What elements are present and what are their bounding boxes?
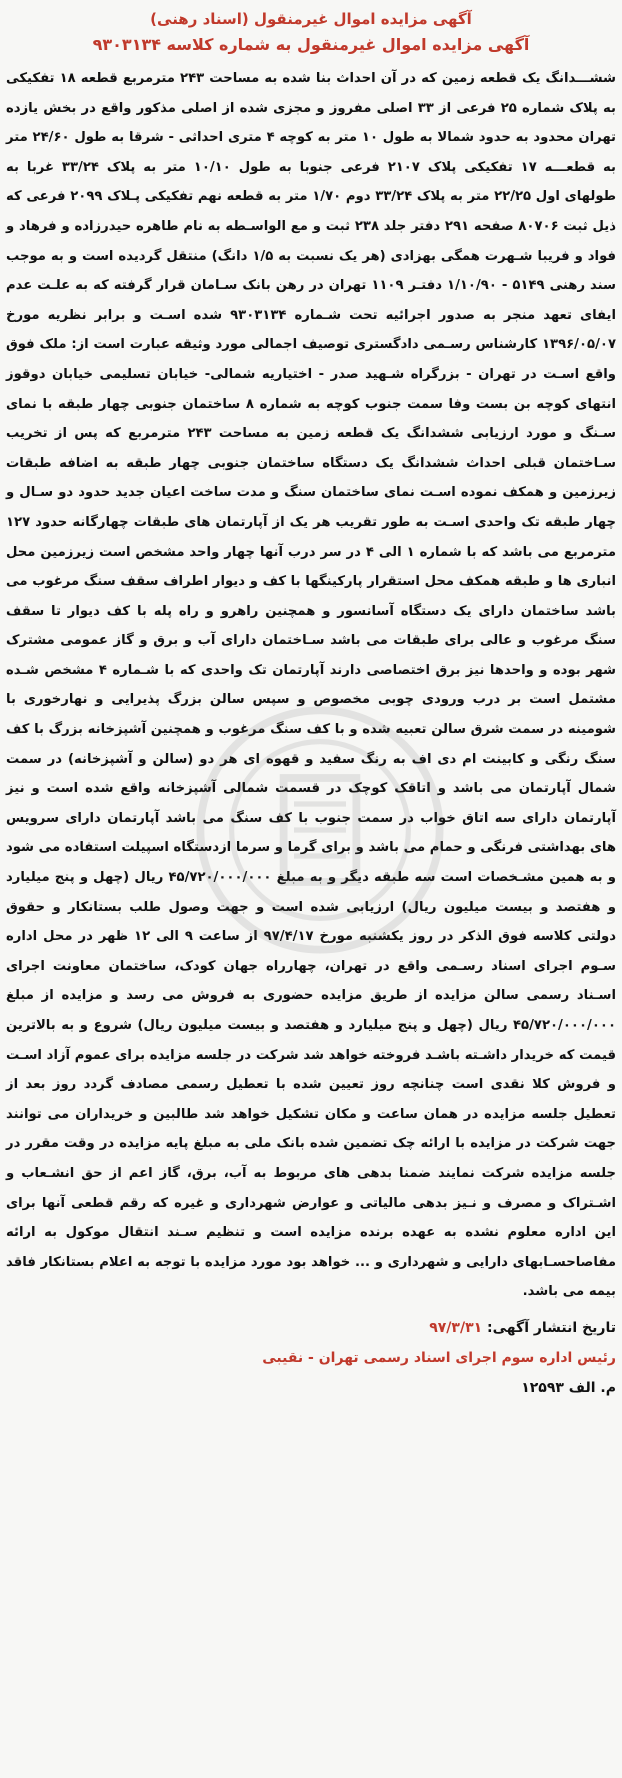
notice-footer — [6, 1313, 616, 1403]
notice-title: آگهی مزایده اموال غیرمنقول (اسناد رهنی) — [150, 10, 472, 28]
publish-date-value: ۹۷/۳/۳۱ — [429, 1319, 483, 1336]
notice-body: ششـــدانگ یک قطعه زمین که در آن احداث بنا شده به مساحت ۲۴۳ مترمربع قطعه ۱۸ تفکیکی به پلاک شماره ۲۵ فرعی از ۳۳ اصلی مفروز و مجزی شده از اصلی مذکور واقع در بخش یازده تهران محدود به حدود شمالا به طول ۱۰ متر به کوچه ۴ متری احداثی - شرقا به طول ۲۴/۶۰ متر به قطعـــه ۱۷ تفکیکی پلاک ۲۱۰۷ فرعی جنوبا به طول ۱۰/۱۰ متر به پلاک ۳۳/۲۴ غربا به طولهای اول ۲۲/۲۵ متر به پلاک ۳۳/۲۴ دوم ۱/۷۰ متر به قطعه نهم تفکیکی پـلاک ۲۰۹۹ فرعی که ذیل ثبت ۸۰۷۰۶ صفحه ۲۹۱ دفتر جلد ۲۳۸ ثبت و مع الواسـطه به نام طاهره حیدرزاده و فرهاد و فواد و فریبا شـهرت همگی بهزادی (هر یک نسبت به ۱/۵ دانگ) منتقل گردیده است و به موجب سند رهنی ۵۱۴۹ - ۱/۱۰/۹۰ دفتـر ۱۱۰۹ تهران در رهن بانک سـامان قرار گرفته که به علـت عدم ایفای تعهد منجر به صدور اجرائیه تحت شـماره ۹۳۰۳۱۳۴ شده اسـت و برابر نظریه مورخ ۱۳۹۶/۰۵/۰۷ کارشناس رسـمی دادگستری توصیف اجمالی مورد وثیقه عبارت است از: ملک فوق واقع اسـت در تهران - بزرگراه شـهید صدر - اختیاریه شمالی- خیابان تسلیمی خیابان دوقوز انتهای کوچه بن بست وفا سمت جنوب کوچه به شماره ۸ ساختمان جنوبی چهار طبقه با نمای سـنگ و مورد ارزیابی ششدانگ یک قطعه زمین به مساحت ۲۴۳ مترمربع که پس از تخریب سـاختمان قبلی احداث ششدانگ یک دستگاه ساختمان جنوبی چهار طبقه به اضافه طبقات زیرزمین و همکف نموده اسـت نمای ساختمان سنگ و مدت ساخت اعیان جدید حدود دو سـال و چهار طبقه تک واحدی اسـت به طور تقریب هر یک از آپارتمان های طبقات چهارگانه حدود ۱۲۷ مترمربع می باشد که با شماره ۱ الی ۴ در سر درب آنها چهار واحد مشخص است زیرزمین محل انباری ها و طبقه همکف محل استقرار پارکینگها با کف و دیوار اطراف سقف سنگ مرغوب می باشد ساختمان دارای یک دستگاه آسانسور و همچنین راهرو و راه پله با کف دیوار تا سقف سنگ مرغوب و عالی برای طبقات می باشد سـاختمان دارای آب و برق و گاز عمومی مشترک شهر بوده و واحدها نیز برق اختصاصی دارند آپارتمان تک واحدی که با شـماره ۴ مشخص شـده مشتمل است بر درب ورودی چوبی مخصوص و سپس سالن بزرگ پذیرایی و نهارخوری با شومینه در سمت شرق سالن تعبیه شده و با کف سنگ مرغوب و همچنین آشپزخانه بزرگ با کف سنگ رنگی و کابینت ام دی اف به رنگ سفید و قهوه ای هر دو (سالن و آشپزخانه) در سمت شمال آپارتمان می باشد و اتاقک کوچک در قسمت شمالی آشپزخانه واقع شده است و نیز آپارتمان دارای سه اتاق خواب در سمت جنوب با کف سنگ می باشد آپارتمان دارای سرویس های بهداشتی فرنگی و حمام می باشد و برای گرما و سرما ازدستگاه اسپیلت استفاده می شود و به همین مشـخصات است سه طبقه دیگر و به مبلغ ۴۵/۷۲۰/۰۰۰/۰۰۰ ریال (چهل و پنج میلیارد و هفتصد و بیست میلیون ریال) ارزیابی شده است و جهت وصول طلب بستانکار و حقوق دولتی کلاسه فوق الذکر در روز یکشنبه مورخ ۹۷/۴/۱۷ از ساعت ۹ الی ۱۲ ظهر در محل اداره سـوم اجرای اسناد رسـمی واقع در تهران، چهارراه جهان کودک، ساختمان معاونت اجرای اسـناد رسمی سالن مزایده از طریق مزایده حضوری به فروش می رسد و مزایده از مبلغ ۴۵/۷۲۰/۰۰۰/۰۰۰ ریال (چهل و پنج میلیارد و هفتصد و بیست میلیون ریال) شروع و به بالاترین قیمت که خریدار داشـته باشـد فروخته خواهد شد شرکت در جلسه مزایده برای عموم آزاد اسـت و فروش کلا نقدی است چنانچه روز تعیین شده با تعطیل رسمی مصادف گردد روز بعد از تعطیل جلسه مزایده در همان ساعت و مکان تشکیل خواهد شد طالبین و خریداران می توانند جهت شرکت در مزایده با ارائه چک تضمین شده بانک ملی به مبلغ پایه مزایده در وقت مقرر در جلسه مزایده شرکت نمایند ضمنا بدهی های مربوط به آب، برق، گاز اعم از حق انشـعاب و اشـتراک و مصرف و نـیز بدهی مالیاتی و عوارض شهرداری و غیره که رقم قطعی آنها برای این اداره معلوم نشده به عهده برنده مزایده است و تنظیم سـند انتقال موکول به ارائه مفاصاحسـابهای دارایی و شهرداری و ... خواهد بود مورد مزایده با توجه به اعلام بستانکار فاقد بیمه می باشد. — [6, 71, 617, 1300]
publish-date-label: تاریخ انتشار آگهی: — [487, 1319, 616, 1336]
notice-subtitle: آگهی مزایده اموال غیرمنقول به شماره کلاسه ۹۳۰۳۱۳۴ — [92, 35, 530, 54]
notice-header — [6, 6, 616, 58]
signature: رئیس اداره سوم اجرای اسناد رسمی تهران - نقیبی — [262, 1349, 616, 1366]
publish-date-line — [6, 1313, 616, 1343]
reference-number: م. الف ۱۲۵۹۳ — [521, 1379, 616, 1396]
